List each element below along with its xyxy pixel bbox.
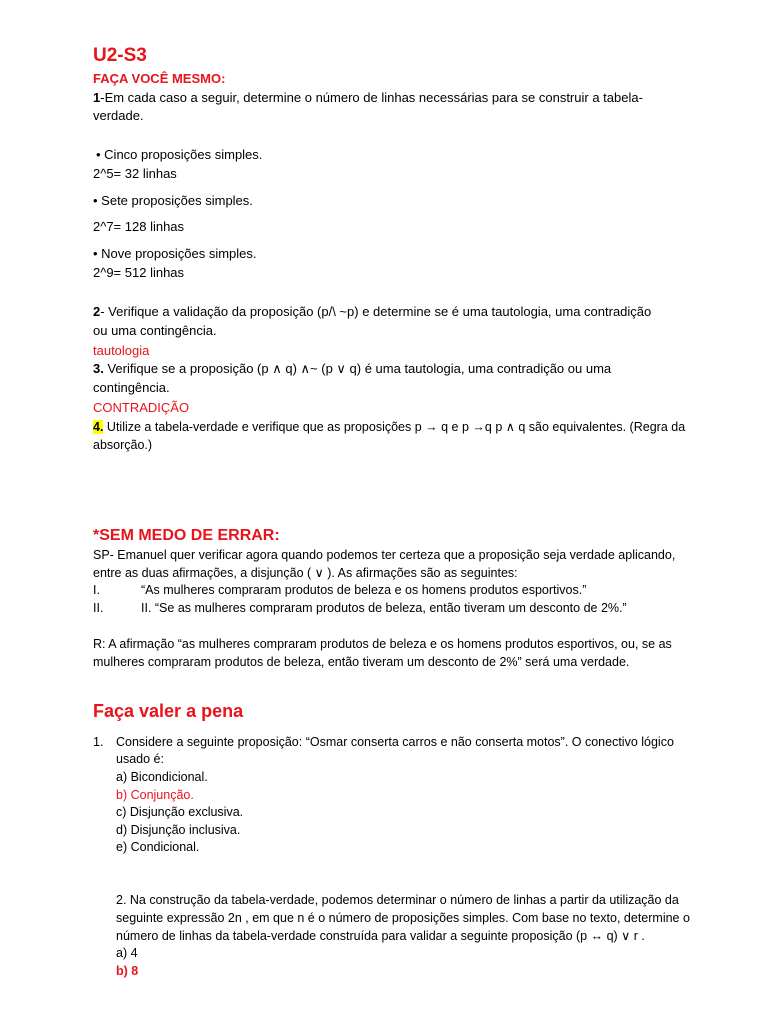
option-a: a) Bicondicional.	[116, 770, 208, 784]
paragraph-line: SP- Emanuel quer verificar agora quando podemos ter certeza que a proposição seja verdade aplicando,	[93, 548, 676, 562]
question-2-line-2: ou uma contingência.	[93, 323, 217, 338]
answer-line: R: A afirmação “as mulheres compraram produtos de beleza e os homens produtos esportivos, ou, se as	[93, 637, 672, 651]
question-1-line-2: verdade.	[93, 108, 144, 123]
statement-text: “As mulheres compraram produtos de beleza e os homens produtos esportivos.”	[141, 583, 587, 597]
section-title-sem-medo: *SEM MEDO DE ERRAR:	[93, 527, 280, 544]
statement-text: II. “Se as mulheres compraram produtos de beleza, então tiveram um desconto de 2%.”	[141, 601, 627, 615]
option-d: d) Disjunção inclusiva.	[116, 823, 241, 837]
option-c: c) Disjunção exclusiva.	[116, 805, 244, 819]
question-text: 2. Na construção da tabela-verdade, podemos determinar o número de linhas a partir da utilização da	[116, 893, 679, 907]
option-e: e) Condicional.	[116, 840, 200, 854]
section-title-faca-valer: Faça valer a pena	[93, 701, 244, 721]
list-item: • Nove proposições simples.	[93, 246, 257, 261]
question-text: número de linhas da tabela-verdade construída para validar a seguinte proposição (p ↔ q) ∨ r .	[116, 929, 645, 943]
question-text: Considere a seguinte proposição: “Osmar conserta carros e não conserta motos”. O conectivo lógico	[116, 735, 674, 749]
option-b-correct: b) Conjunção.	[116, 788, 194, 802]
question-3-line-2: contingência.	[93, 380, 170, 395]
answer-line: mulheres compraram produtos de beleza, então tiveram um desconto de 2%” será uma verdade.	[93, 655, 630, 669]
option-b-correct: b) 8	[116, 964, 139, 978]
question-3-line-1: 3. Verifique se a proposição (p ∧ q) ∧~ (p ∨ q) é uma tautologia, uma contradição ou uma	[93, 361, 612, 376]
question-number: 2	[93, 304, 101, 319]
question-2-line-1: 2- Verifique a validação da proposição (p/\ ~p) e determine se é uma tautologia, uma contradição	[93, 304, 652, 319]
roman-numeral: II.	[93, 601, 104, 615]
page-title: U2-S3	[93, 45, 147, 66]
list-answer: 2^5= 32 linhas	[93, 166, 177, 181]
list-item: • Sete proposições simples.	[93, 193, 253, 208]
list-answer: 2^7= 128 linhas	[93, 219, 185, 234]
question-2-answer: tautologia	[93, 343, 150, 358]
list-answer: 2^9= 512 linhas	[93, 265, 185, 280]
question-1-line-1: 1-Em cada caso a seguir, determine o número de linhas necessárias para se construir a tabela-	[93, 90, 643, 105]
question-text: seguinte expressão 2n , em que n é o número de proposições simples. Com base no texto, determine o	[116, 911, 690, 925]
question-number: 1	[93, 90, 101, 105]
question-number: 3.	[93, 361, 104, 376]
question-3-answer: CONTRADIÇÃO	[93, 400, 190, 415]
question-4-line-2: absorção.)	[93, 438, 153, 452]
list-item: • Cinco proposições simples.	[96, 147, 263, 162]
question-4-line-1: 4. Utilize a tabela-verdade e verifique que as proposições p → q e p →q p ∧ q são equivalentes. (Regra da	[93, 420, 686, 434]
paragraph-line: entre as duas afirmações, a disjunção ( ∨ ). As afirmações são as seguintes:	[93, 566, 518, 580]
section-subtitle: FAÇA VOCÊ MESMO:	[93, 71, 226, 86]
option-a: a) 4	[116, 946, 138, 960]
question-number: 1.	[93, 735, 104, 749]
question-text: usado é:	[116, 752, 164, 766]
roman-numeral: I.	[93, 583, 100, 597]
question-number-highlighted: 4.	[93, 420, 104, 434]
